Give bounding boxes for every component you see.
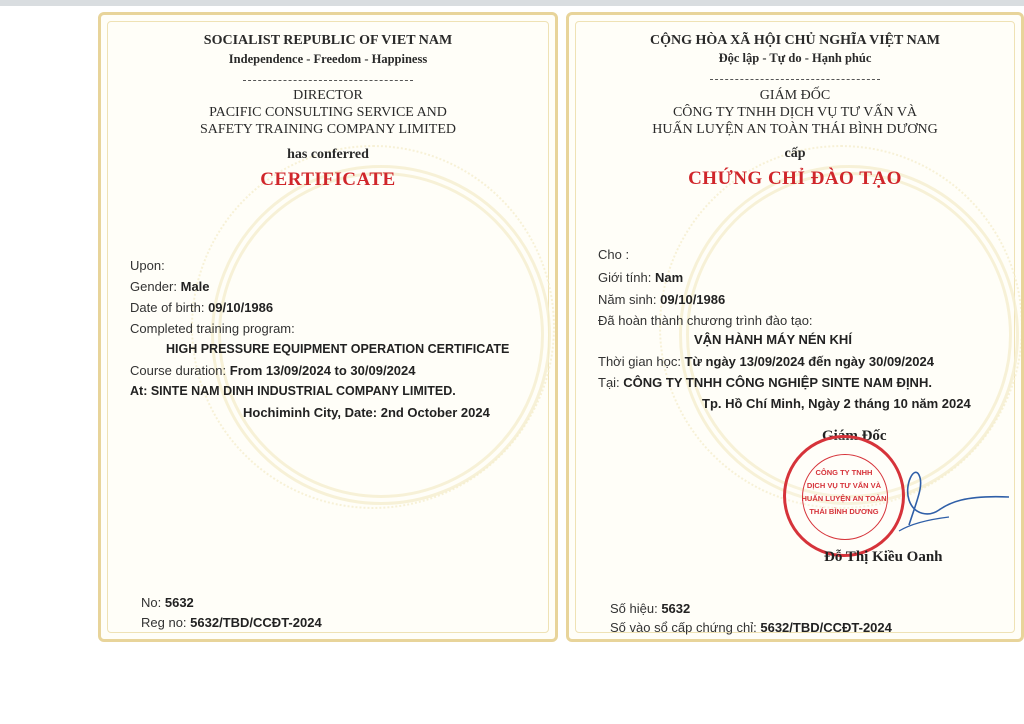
dob-row [598, 292, 725, 307]
gender-label: Giới tính: [598, 270, 652, 285]
signer-title: Giám Đốc [822, 428, 887, 444]
reg-number-row [141, 615, 322, 630]
program-value: HIGH PRESSURE EQUIPMENT OPERATION CERTIFICATE [166, 342, 510, 356]
english-certificate-panel [98, 12, 558, 642]
dob-value: 09/10/1986 [660, 292, 726, 307]
reg-number-label: Reg no: [141, 615, 187, 630]
gender-value: Male [180, 279, 210, 294]
cert-number-value: 5632 [164, 595, 194, 610]
certificate-title: CHỨNG CHỈ ĐÀO TẠO [688, 168, 902, 189]
motto-underline [569, 67, 1021, 85]
reg-number-value: 5632/TBD/CCĐT-2024 [760, 620, 892, 635]
at-label: At: [130, 384, 148, 398]
at-value: CÔNG TY TNHH CÔNG NGHIỆP SINTE NAM ĐỊNH. [623, 375, 932, 390]
company-name-line1: CÔNG TY TNHH DỊCH VỤ TƯ VẤN VÀ [672, 105, 918, 120]
company-name-line2: HUẤN LUYỆN AN TOÀN THÁI BÌNH DƯƠNG [652, 122, 938, 137]
conferred-text: has conferred [287, 147, 369, 162]
motto: Độc lập - Tự do - Hạnh phúc [718, 51, 872, 65]
duration-value: From 13/09/2024 to 30/09/2024 [229, 363, 416, 378]
duration-label: Thời gian học: [598, 354, 681, 369]
reg-number-row [610, 620, 892, 635]
place-date: Hochiminh City, Date: 2nd October 2024 [243, 405, 490, 420]
at-row [598, 375, 932, 390]
at-row [130, 384, 456, 398]
at-value: SINTE NAM DINH INDUSTRIAL COMPANY LIMITED. [150, 384, 456, 398]
director-title: DIRECTOR [293, 88, 363, 103]
cert-number-value: 5632 [661, 601, 691, 616]
vietnamese-certificate-panel [566, 12, 1024, 642]
signer-name: Đỗ Thị Kiều Oanh [824, 549, 943, 565]
nation-title: SOCIALIST REPUBLIC OF VIET NAM [203, 33, 453, 48]
dob-value: 09/10/1986 [208, 300, 274, 315]
program-label: Đã hoàn thành chương trình đào tạo: [598, 313, 813, 328]
at-label: Tại: [598, 375, 620, 390]
program-value: VẬN HÀNH MÁY NÉN KHÍ [694, 332, 852, 347]
gender-label: Gender: [130, 279, 177, 294]
reg-number-value: 5632/TBD/CCĐT-2024 [190, 615, 322, 630]
gender-value: Nam [654, 270, 684, 285]
dob-label: Date of birth: [130, 300, 205, 315]
gender-row [130, 279, 210, 294]
seal-line-2: DỊCH VỤ TƯ VẤN VÀ [806, 481, 882, 490]
duration-value: Từ ngày 13/09/2024 đến ngày 30/09/2024 [684, 354, 934, 369]
gender-row [598, 270, 683, 285]
scan-edge [0, 0, 1024, 6]
nation-title: CỘNG HÒA XÃ HỘI CHỦ NGHĨA VIỆT NAM [649, 33, 940, 48]
seal-line-3: HUẤN LUYỆN AN TOÀN [801, 494, 887, 503]
reg-number-label: Số vào sổ cấp chứng chỉ: [610, 620, 757, 635]
director-title: GIÁM ĐỐC [759, 88, 831, 103]
company-name-line1: PACIFIC CONSULTING SERVICE AND [209, 105, 447, 120]
program-label: Completed training program: [130, 321, 295, 336]
duration-label: Course duration: [130, 363, 227, 378]
conferred-text: cấp [784, 146, 806, 161]
place-date: Tp. Hồ Chí Minh, Ngày 2 tháng 10 năm 2024 [702, 396, 971, 411]
duration-row [130, 363, 415, 378]
upon-label: Cho : [598, 247, 630, 262]
cert-number-row [610, 601, 690, 616]
certificate-title: CERTIFICATE [260, 169, 396, 190]
seal-line-4: THÁI BÌNH DƯƠNG [809, 507, 879, 516]
dob-row [130, 300, 273, 315]
duration-row [598, 354, 934, 369]
cert-number-row [141, 595, 194, 610]
cert-number-label: No: [141, 595, 162, 610]
dob-label: Năm sinh: [598, 292, 657, 307]
seal-line-1: CÔNG TY TNHH [815, 468, 873, 477]
upon-label: Upon: [130, 258, 165, 273]
motto-underline [101, 68, 555, 86]
cert-number-label: Số hiệu: [610, 601, 658, 616]
motto: Independence - Freedom - Happiness [228, 52, 428, 66]
signature [869, 455, 1019, 545]
company-name-line2: SAFETY TRAINING COMPANY LIMITED [199, 122, 457, 137]
